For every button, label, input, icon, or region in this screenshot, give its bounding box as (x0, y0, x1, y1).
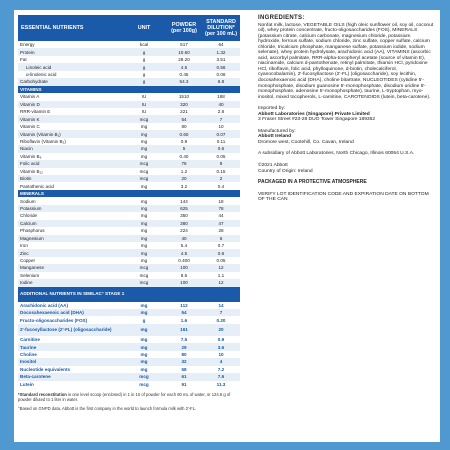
unit-cell: mg (122, 235, 166, 242)
table-row (18, 235, 240, 242)
dilution-cell: 0.05 (216, 258, 226, 264)
table-row (18, 351, 240, 358)
powder-cell: 1510 (178, 94, 190, 100)
dilution-cell: 78 (202, 205, 240, 212)
unit-cell: mg (122, 145, 166, 152)
nutrient-cell: Vitamin B₁₂ (20, 168, 43, 174)
nutrient-cell: Vitamin (Vitamin B₁) (18, 130, 122, 137)
dilution-cell: 0.56 (202, 63, 240, 70)
subsidiary-text: A subsidiary of Abbott Laboratories, North Chicago, Illinois 60064 U.S.A. (258, 151, 415, 157)
dilution-cell: 7 (202, 115, 240, 122)
dilution-cell: 4 (202, 358, 240, 365)
dilution-cell: 0.07 (202, 130, 240, 137)
dilution-cell: 6.8 (202, 78, 240, 85)
nutrient-cell: Beta-carotene (18, 373, 122, 380)
unit-cell: kcal (139, 42, 149, 48)
nutrient-cell: Selenium (20, 272, 40, 278)
table-section-header (18, 86, 240, 94)
dilution-cell: 0.6 (202, 145, 240, 152)
powder-cell: 0.45 (179, 71, 189, 77)
dilution-cell: 7.2 (217, 366, 225, 372)
table-row (18, 115, 240, 122)
nutrient-cell: Arachidonic acid (AA) (20, 302, 68, 308)
dilution-cell: 0.6 (202, 249, 240, 256)
nutrient-cell: Copper (20, 258, 36, 264)
dilution-cell: 18 (218, 198, 224, 204)
unit-cell: mg (140, 153, 148, 159)
ingredients-heading: INGREDIENTS: (258, 15, 305, 21)
section-title: MINERALS (18, 190, 240, 198)
importer-label: Imported by: (258, 106, 286, 112)
powder-cell: 32 (166, 358, 202, 365)
col-header-powder: POWDER (per 100g) (166, 15, 202, 41)
dilution-cell: 3.51 (216, 57, 226, 63)
nutrient-cell: Magnesium (18, 235, 122, 242)
powder-cell: 54.3 (166, 78, 202, 85)
dilution-cell: 2.8 (217, 109, 225, 115)
nutrient-cell: Chloride (20, 213, 38, 219)
table-row (18, 78, 240, 85)
unit-cell: mcg (139, 272, 149, 278)
dilution-cell: 28 (218, 228, 224, 234)
powder-cell: 221 (180, 109, 188, 115)
powder-cell: 100 (166, 279, 202, 286)
dilution-cell: 5 (202, 235, 240, 242)
unit-cell: mg (122, 309, 166, 316)
table-row (18, 309, 240, 316)
info-column (258, 16, 434, 203)
powder-cell: 54 (166, 115, 202, 122)
label-panel (14, 10, 440, 442)
nutrient-cell: Iodine (18, 279, 122, 286)
col-header-nutrient: ESSENTIAL NUTRIENTS (18, 15, 122, 41)
powder-cell: 100 (166, 264, 202, 271)
dilution-cell: 11.3 (216, 381, 226, 387)
dilution-cell: 14 (218, 302, 224, 308)
table-row (18, 160, 240, 167)
copyright-block (258, 163, 434, 174)
table-row (18, 153, 240, 160)
table-row (18, 381, 240, 388)
table-row (18, 182, 240, 189)
powder-cell: 5.4 (180, 243, 188, 249)
unit-cell: mcg (122, 373, 166, 380)
powder-cell: 144 (180, 198, 188, 204)
nutrient-cell: Fat (20, 57, 27, 63)
unit-cell: mg (140, 138, 148, 144)
nutrient-cell: Fructo-oligosaccharides (FOS) (20, 317, 88, 323)
powder-cell: 76 (166, 160, 202, 167)
col-header-unit: UNIT (122, 15, 166, 41)
nutrient-cell: Manganese (18, 264, 122, 271)
powder-cell: 0.9 (180, 138, 188, 144)
unit-cell: mcg (122, 175, 166, 182)
packaged-notice: PACKAGED IN A PROTECTIVE ATMOSPHERE (258, 179, 367, 186)
dilution-cell: 0.9 (217, 337, 225, 343)
table-row (18, 324, 240, 336)
importer-block (258, 106, 434, 123)
powder-cell: 80 (181, 124, 187, 130)
table-row (18, 257, 240, 264)
manufacturer-name: Abbott Ireland (258, 134, 292, 140)
nutrient-cell: RRR-vitamin E (20, 109, 51, 115)
powder-cell: 7.5 (180, 337, 188, 343)
nutrient-cell: Phosphorus (20, 228, 45, 234)
dilution-cell: 9 (202, 160, 240, 167)
section-title: VITAMINS (18, 86, 240, 94)
dilution-cell: 64 (218, 42, 224, 48)
dilution-cell: 10 (218, 124, 224, 130)
unit-cell: IU (141, 94, 147, 100)
nutrient-cell: Iron (20, 243, 28, 249)
powder-cell: 380 (166, 220, 202, 227)
table-row (18, 93, 240, 100)
nutrient-cell: Niacin (18, 145, 122, 152)
powder-cell: 0.400 (178, 258, 190, 264)
table-row (18, 220, 240, 227)
powder-cell: 10.60 (166, 48, 202, 55)
dilution-cell: 0.11 (216, 138, 226, 144)
nutrient-cell: Choline (20, 351, 37, 357)
nutrient-cell: Carnitine (20, 337, 40, 343)
unit-cell: g (142, 317, 146, 323)
dilution-cell: 10 (218, 351, 224, 357)
powder-cell: 0.60 (166, 130, 202, 137)
powder-cell: 29 (166, 343, 202, 350)
dilution-cell: 1.1 (217, 272, 225, 278)
dilution-cell: 7.6 (202, 373, 240, 380)
unit-cell: mcg (122, 115, 166, 122)
unit-cell: mcg (122, 279, 166, 286)
unit-cell: mcg (122, 264, 166, 271)
dilution-cell: 12 (202, 264, 240, 271)
nutrient-cell: Sodium (20, 198, 36, 204)
nutrient-cell: Linoleic acid (18, 63, 122, 70)
unit-cell: g (142, 57, 146, 63)
unit-cell: mg (140, 351, 148, 357)
powder-cell: 58 (181, 366, 187, 372)
table-row (18, 197, 240, 204)
nutrient-cell: 2'-fucosyllactose (2'-FL) (oligosaccharide) (18, 324, 122, 336)
unit-cell: mg (140, 337, 148, 343)
table-body (18, 41, 240, 388)
powder-cell: 1.6 (180, 317, 188, 323)
table-row (18, 168, 240, 175)
table-row (18, 373, 240, 380)
table-row (18, 41, 240, 48)
nutrition-table (18, 15, 240, 388)
powder-cell: 625 (166, 205, 202, 212)
table-row (18, 175, 240, 182)
powder-cell: 0.40 (179, 153, 189, 159)
powder-cell: 5 (166, 145, 202, 152)
unit-cell: mg (140, 183, 148, 189)
manufacturer-block (258, 129, 434, 146)
table-row (18, 101, 240, 108)
dilution-cell: 0.4 (217, 183, 225, 189)
nutrient-cell: Pantothenic acid (20, 183, 54, 189)
nutrient-cell: Folic acid (18, 160, 122, 167)
dilution-cell: 40 (202, 101, 240, 108)
dilution-cell: 0.7 (217, 243, 225, 249)
nutrient-cell: Taurine (18, 343, 122, 350)
table-row (18, 343, 240, 350)
powder-cell: 4.5 (166, 63, 202, 70)
origin-text: Country of Origin: Ireland (258, 168, 313, 174)
nutrient-cell: α-linolenic acid (26, 71, 57, 77)
manufacturer-address: Dromore west, Cootehill, Co. Cavan, Ireland (258, 139, 354, 145)
nutrient-cell: Inositol (18, 358, 122, 365)
powder-cell: 350 (180, 213, 188, 219)
unit-cell: mg (140, 198, 148, 204)
powder-cell: 4.5 (166, 249, 202, 256)
dilution-cell: 7 (202, 309, 240, 316)
table-row (18, 205, 240, 212)
table-row (18, 71, 240, 78)
table-row (18, 249, 240, 256)
powder-cell: 320 (166, 101, 202, 108)
nutrient-cell: Lutein (20, 381, 34, 387)
table-row (18, 123, 240, 130)
powder-cell: 61 (166, 373, 202, 380)
powder-cell: 224 (180, 228, 188, 234)
unit-cell: g (142, 71, 146, 77)
powder-cell: 20 (166, 175, 202, 182)
unit-cell: g (122, 78, 166, 85)
unit-cell: mg (122, 343, 166, 350)
unit-cell: mg (122, 130, 166, 137)
unit-cell: mg (140, 243, 148, 249)
unit-cell: mg (140, 228, 148, 234)
dilution-cell: 12 (202, 279, 240, 286)
nutrient-cell: Vitamin D (18, 101, 122, 108)
table-row (18, 366, 240, 373)
table-row (18, 63, 240, 70)
unit-cell: mg (122, 324, 166, 336)
powder-cell: 161 (166, 324, 202, 336)
powder-cell: 8.6 (180, 272, 188, 278)
nutrient-cell: Protein (18, 48, 122, 55)
powder-cell: 80 (181, 351, 187, 357)
unit-cell: mg (140, 302, 148, 308)
table-row (18, 108, 240, 115)
table-section-header (18, 287, 240, 302)
unit-cell: mg (122, 358, 166, 365)
dilution-cell: 0.06 (216, 71, 226, 77)
table-row (18, 272, 240, 279)
table-row (18, 212, 240, 219)
nutrient-cell: Nucleotide equivalents (20, 366, 71, 372)
powder-cell: 517 (180, 42, 188, 48)
nutrient-cell: Carbohydrate (18, 78, 122, 85)
nutrient-cell: Calcium (18, 220, 122, 227)
powder-cell: 54 (166, 309, 202, 316)
importer-name: Abbott Laboratories (Singapore) Private Limited (258, 111, 370, 117)
unit-cell: mg (122, 205, 166, 212)
unit-cell: IU (122, 101, 166, 108)
unit-cell: mcg (122, 160, 166, 167)
nutrient-cell: Riboflavin (Vitamin B₂) (20, 138, 66, 144)
powder-cell: 1.2 (180, 168, 188, 174)
unit-cell: g (122, 63, 166, 70)
table-row (18, 48, 240, 55)
table-section-header (18, 190, 240, 198)
dilution-cell: 0.05 (216, 153, 226, 159)
nutrient-cell: Energy (20, 42, 35, 48)
nutrient-cell: Vitamin C (20, 124, 40, 130)
unit-cell: g (122, 48, 166, 55)
table-row (18, 279, 240, 286)
nutrient-cell: Zinc (18, 249, 122, 256)
table-row (18, 336, 240, 343)
dilution-cell: 44 (218, 213, 224, 219)
importer-address: 3 Fraser Street #23-28 DUO Tower Singapore 189352 (258, 117, 376, 123)
footnote-text: is one level scoop (enclosed) in 1 in 10 of powder for each 60 mL of water, or 124.6 g of powder diluted to 1 liter in water. (18, 391, 231, 403)
section-title: ADDITIONAL NUTRIENTS IN SIMILAC° STAGE 1 (18, 287, 240, 302)
unit-cell: mg (122, 220, 166, 227)
unit-cell: mg (122, 249, 166, 256)
powder-cell: 3.2 (180, 183, 188, 189)
nutrient-cell: Vitamin K (18, 115, 122, 122)
unit-cell: mg (140, 124, 148, 130)
table-row (18, 227, 240, 234)
dilution-cell: 188 (217, 94, 225, 100)
dilution-cell: 3.6 (202, 343, 240, 350)
nutrition-table-area (18, 15, 240, 412)
table-row (18, 130, 240, 137)
unit-cell: mg (140, 366, 148, 372)
dilution-cell: 0.15 (216, 168, 226, 174)
unit-cell: mg (140, 213, 148, 219)
table-row (18, 145, 240, 152)
manufacturer-label: Manufactured by: (258, 128, 296, 134)
powder-cell: 112 (180, 302, 188, 308)
nutrient-cell: Biotin (18, 175, 122, 182)
nutrient-cell: Vitamin B₆ (20, 153, 42, 159)
dilution-cell: 2 (202, 175, 240, 182)
unit-cell: mcg (139, 381, 149, 387)
table-row (18, 302, 240, 309)
table-row (18, 56, 240, 63)
col-header-dilution: STANDARD DILUTION* (per 100 mL) (202, 15, 240, 41)
footnote-bold: *Standard reconstitution (18, 391, 67, 397)
table-row (18, 138, 240, 145)
nutrient-cell: Potassium (18, 205, 122, 212)
ingredients-text: Nonfat milk, lactose, VEGETABLE OILS (high oleic sunflower oil, soy oil, coconut oil), whey protein concentrate, fructo-oligosaccharides (FOS), MINERALS (potassium citrate, calcium carbonate, magnesium chloride, potassium hydroxide, ferrous sulfate, sodium chloride, zinc sulfate, copper sulfate, calcium chloride, tricalcium phosphate, manganese sulfate, potassium iodide, sodium selenate), whey protein hydrolysate, arachidonic acid (AA), VITAMINS (ascorbic acid, ascorbyl palmitate, RRR-alpha-tocopheryl acetate (source of vitamin E), niacinamide, calcium d-pantothenate, retinyl palmitate, thiamin HCl, pyridoxine HCl, riboflavin, folic acid, phylloquinone, d-biotin, cholecalciferol, cyanocobalamin), 2'-fucosyllactose (2'-FL) (oligosaccharide), soy lecithin, docosahexaenoic acid (DHA), choline bitartrate, NUCLEOTIDES (cytidine 5'-monophosphate, disodium guanosine 5'-monophosphate, disodium uridine 5'-monophosphate, adenosine 5'-monophosphate), taurine, L-tryptophan, myo-inositol, mixed tocopherols, L-carnitine, CAROTENOIDS (lutein, beta-carotene). (258, 22, 434, 100)
table-row (18, 358, 240, 365)
unit-cell: IU (141, 109, 147, 115)
verify-notice: VERIFY LOT IDENTIFICATION CODE AND EXPIRATION DATE ON BOTTOM OF THE CAN (258, 191, 429, 203)
dilution-cell: 1.32 (202, 48, 240, 55)
dilution-cell: 20 (202, 324, 240, 336)
copyright-text: ©2021 Abbott (258, 163, 288, 169)
powder-cell: 40 (166, 235, 202, 242)
footnote-gnpd: °Based on GNPD data, Abbott is the first company in the world to launch formula milk with 2'-FL. (18, 406, 197, 412)
unit-cell: mg (140, 258, 148, 264)
unit-cell: mcg (139, 168, 149, 174)
powder-cell: 91 (181, 381, 187, 387)
nutrient-cell: Docosahexaenoic acid (DHA) (18, 309, 122, 316)
table-header (18, 15, 240, 41)
powder-cell: 28.20 (178, 57, 190, 63)
table-row (18, 264, 240, 271)
dilution-cell: 0.20 (216, 317, 226, 323)
footnote-reconstitution (18, 392, 240, 402)
dilution-cell: 47 (202, 220, 240, 227)
table-row (18, 316, 240, 323)
table-row (18, 242, 240, 249)
nutrient-cell: Vitamin A (20, 94, 40, 100)
